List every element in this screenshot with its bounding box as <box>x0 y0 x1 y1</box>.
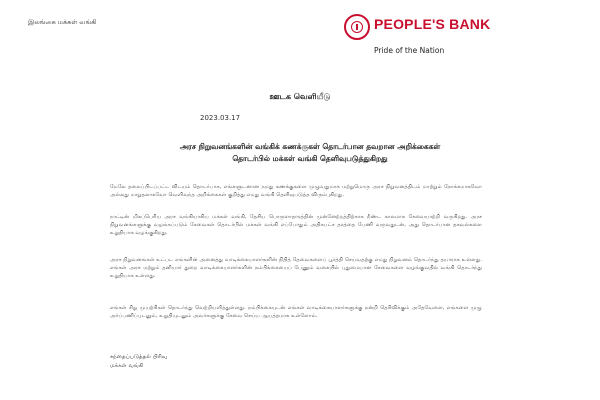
subject-heading <box>130 141 490 165</box>
signature-organization: மக்கள் வங்கி <box>110 363 144 369</box>
signature-department: சந்தைப்படுத்தல் பிரிவு <box>110 354 168 360</box>
document-title: ஊடக வெளியீடு <box>269 92 331 101</box>
peoples-bank-logo <box>344 14 491 62</box>
subject-line-2: தொடர்பில் மக்கள் வங்கி தெளிவுபடுத்துகிறது <box>232 154 388 163</box>
subject-line-1: அரச நிறுவனங்களின் வங்கிக் கணக்குகள் தொடர்பான தவறான அறிக்கைகள் <box>179 142 441 151</box>
paragraph-2: நாட்டின் மிகப்பெரிய அரச வங்கியாகிய மக்கள் வங்கி, தேசிய பொருளாதாரத்தின் முன்னேற்றத்திற்காக நீண்ட காலமாக சேவையாற்றி வருகிறது. அரச நிறுவனங்களுக்கு வழங்கப்படும் சேவைகள் தொடர்பில் மக்கள் வங்கி எப்போதும் அதிகபட்ச தரத்தை பேணி வருவதுடன், அது தொடர்பான தகவல்களை உறுதியாக வழங்குகிறது. <box>110 214 482 236</box>
bank-emblem-icon <box>344 14 370 40</box>
letterhead-text: இலங்கை மக்கள் வங்கி <box>28 18 97 26</box>
signature-block <box>110 353 167 371</box>
document-date: 2023.03.17 <box>200 114 241 122</box>
brand-name: PEOPLE'S BANK <box>374 16 491 32</box>
paragraph-4: எங்கள் சிறு முயற்சிகள் தொடர்ந்து வெற்றியளித்துள்ளது. நம்பிக்கையுடன் எங்கள் வாடிக்கையாளர்களுக்கு நன்றி தெரிவிக்கும் அதேவேளை, எங்களை முழு அர்ப்பணிப்புடனும், உறுதியுடனும் அவர்களுக்கு சேவை செய்ய ஆயத்தமாக உள்ளோம். <box>110 305 482 319</box>
brand-tagline: Pride of the Nation <box>374 46 445 55</box>
paragraph-1: மேலே தலைப்பிடப்பட்ட விடயம் தொடர்பாக, எங்களுடனான நமது கணக்குகளை முழுவதுமாக மற்றுமொரு அரச நிறுவனத்திடம் மாற்றும் நோக்கமாகவோ அல்லது மாறுதலாகவோ வெளிவந்த அறிக்கைகள் குறித்து எமது வங்கி தெளிவுபடுத்த விரும்புகிறது. <box>110 184 482 198</box>
paragraph-3: அரச நிறுவனங்கள் உட்பட எங்களின் அனைத்து வாடிக்கையாளர்களின் நிதித் தேவைகளைப் பூர்த்தி செய்வதற்கு எமது நிறுவனம் தொடர்ந்து தயாராக உள்ளது. எங்கள் அரச மற்றும் தனியார் துறை வாடிக்கையாளர்களின் நம்பிக்கையைப் பேணும் வகையில் புதுமையான சேவைகளை வழங்குவதில் வங்கி தொடர்ந்து உறுதியாக உள்ளது. <box>110 257 482 279</box>
letterhead <box>0 0 600 92</box>
